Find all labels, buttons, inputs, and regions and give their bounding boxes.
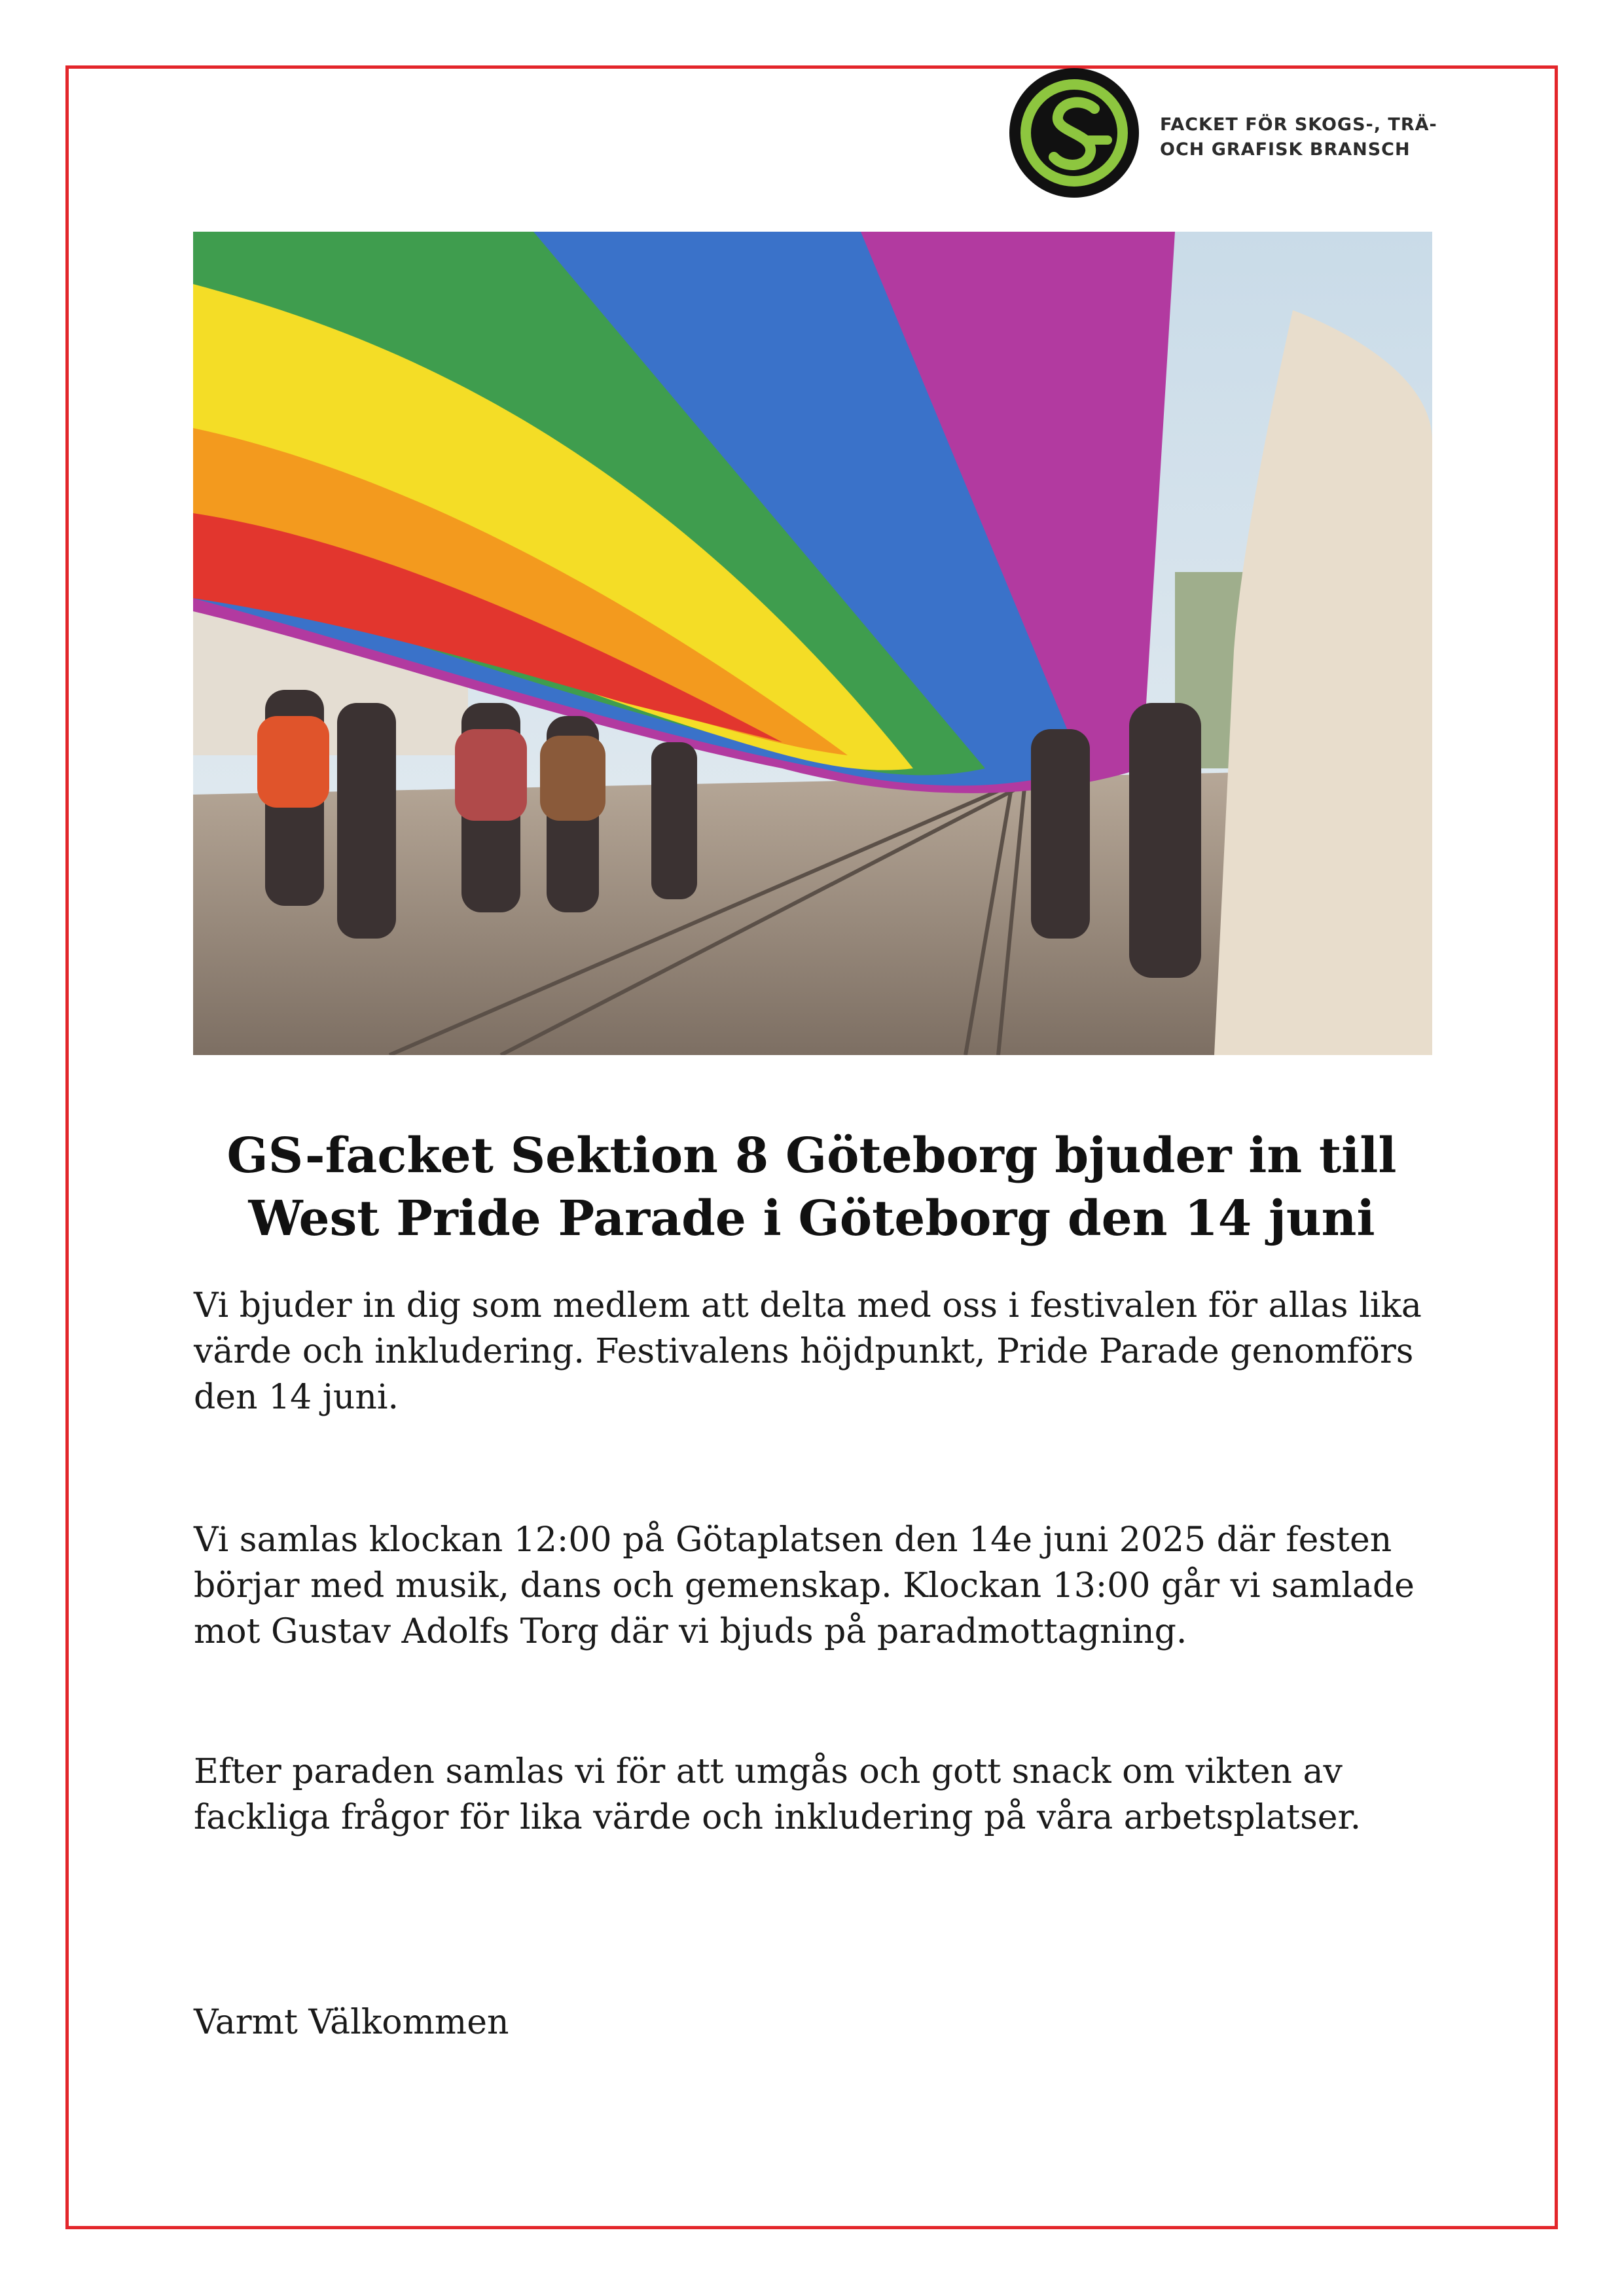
paragraph-invitation [194, 1283, 1437, 1420]
headline [170, 1124, 1453, 1250]
paragraph-line: fackliga frågor för lika värde och inkludering på våra arbetsplatser. [194, 1798, 1362, 1837]
closing-text: Varmt Välkommen [194, 2003, 509, 2042]
gs-logo-icon [1009, 68, 1139, 198]
headline-line: West Pride Parade i Göteborg den 14 juni [248, 1191, 1375, 1247]
logo-tagline-line: FACKET FÖR SKOGS-, TRÄ- [1160, 115, 1437, 135]
pride-parade-photo [193, 232, 1432, 1055]
paragraph-line: Efter paraden samlas vi för att umgås och gott snack om vikten av [194, 1752, 1343, 1791]
closing-greeting [194, 2000, 1437, 2045]
paragraph-line: mot Gustav Adolfs Torg där vi bjuds på paradmottagning. [194, 1612, 1187, 1651]
paragraph-line: den 14 juni. [194, 1378, 399, 1417]
logo-tagline-line: OCH GRAFISK BRANSCH [1160, 139, 1411, 160]
paragraph-line: börjar med musik, dans och gemenskap. Klockan 13:00 går vi samlade [194, 1566, 1415, 1605]
paragraph-line: Vi samlas klockan 12:00 på Götaplatsen den 14e juni 2025 där festen [194, 1520, 1392, 1560]
paragraph-after-parade [194, 1749, 1437, 1840]
headline-line: GS-facket Sektion 8 Göteborg bjuder in till [226, 1128, 1397, 1184]
paragraph-meeting-details [194, 1517, 1437, 1655]
logo-tagline [1160, 113, 1437, 162]
paragraph-line: Vi bjuder in dig som medlem att delta med oss i festivalen för allas lika [194, 1286, 1422, 1325]
paragraph-line: värde och inkludering. Festivalens höjdpunkt, Pride Parade genomförs [194, 1332, 1414, 1371]
